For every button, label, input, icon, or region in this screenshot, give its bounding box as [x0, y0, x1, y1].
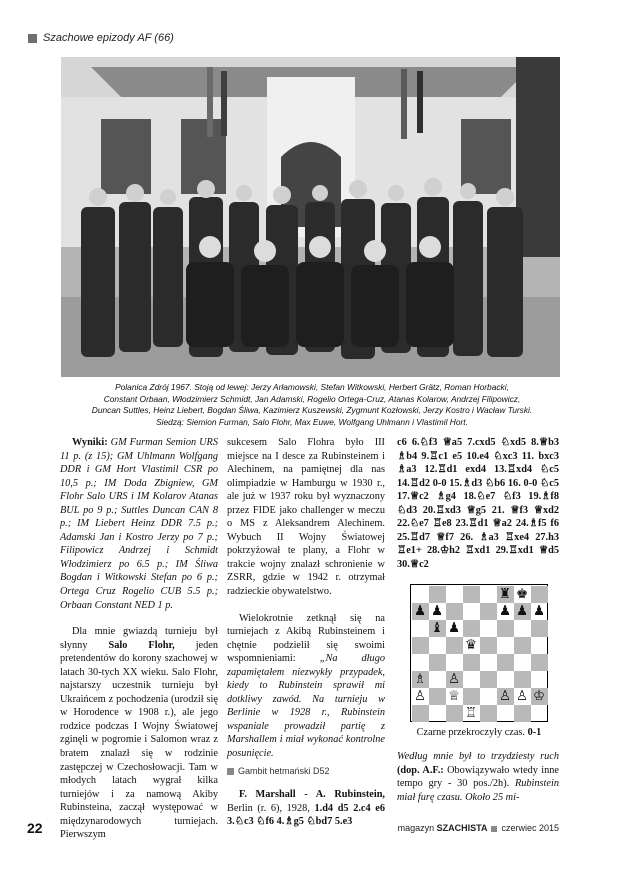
chess-piece-d1: ♖ [464, 704, 478, 721]
board-square [480, 603, 497, 620]
board-square [446, 637, 463, 654]
page-number: 22 [27, 820, 43, 836]
game-moves-start: 1.d4 d5 2.c4 e6 3.♘c3 ♘f6 4.♗g5 ♘bd7 5.e3 [227, 802, 386, 828]
chess-piece-f7: ♟ [498, 602, 512, 619]
board-square [446, 705, 463, 722]
diagram-caption [410, 727, 548, 738]
board-square [497, 705, 514, 722]
chess-piece-f2: ♙ [498, 687, 512, 704]
photo-caption [66, 382, 558, 428]
board-square [463, 688, 480, 705]
rubinstein-paragraph [227, 612, 385, 761]
board-square [531, 654, 548, 671]
chess-piece-h2: ♔ [532, 687, 546, 704]
magazine-name: SZACHISTA [436, 823, 488, 833]
chess-diagram [410, 584, 548, 722]
board-square [480, 705, 497, 722]
board-square [514, 637, 531, 654]
group-photo [61, 57, 560, 377]
board-square [429, 671, 446, 688]
game-players: F. Marshall - A. Rubinstein, [239, 789, 385, 801]
tournament-results [60, 436, 218, 612]
flohr-text-a: Dla mnie gwiazdą turnieju był słynny [60, 626, 218, 651]
column-2 [227, 436, 385, 829]
caption-line: Constant Orbaan, Włodzimierz Schmidt, Jan Adamski, Rogelio Ortega-Cruz, Atanas Kolarow, Andrzej Filipowicz, [103, 393, 521, 404]
chess-piece-g2: ♙ [515, 687, 529, 704]
chess-piece-b7: ♟ [430, 602, 444, 619]
board-square [514, 705, 531, 722]
board-square [446, 586, 463, 603]
board-square [480, 586, 497, 603]
after-italic-1: Według mnie był to trzydziesty ruch [397, 751, 559, 762]
results-text: GM Furman Semion URS 11 p. (z 15); GM Uhlmann Wolfgang DDR i GM Hort Vlastimil CSR po 10,5 p.; IM Doda Zbigniew, GM Flohr Salo URS i IM Kolarov Atanas BUL po 9 p.; Suttles Duncan CAN 8 p.; IM Liebert Heinz DDR 7.5 p.; Adamski Jan i Kostro Jerzy po 7 p.; Filipowicz Andrzej i Schmidt Włodzimierz po 6.5 p.; IM Śliwa Bogdan i Witkowski Stefan po 6 p.; Ortega Cruz Rogelio CUB 5.5 p.; Orbaan Constant NED 1 p. [60, 437, 218, 611]
board-square [480, 637, 497, 654]
after-italic-2: Rubinstein miał furę czasu. Około 25 mi- [397, 778, 559, 803]
chess-piece-g7: ♟ [515, 602, 529, 619]
caption-line: Polanica Zdrój 1967. Stoją od lewej: Jerzy Arłamowski, Stefan Witkowski, Herbert Grätz, Roman Horbacki, [115, 382, 509, 392]
issue-date: czerwiec 2015 [501, 823, 559, 833]
chess-piece-a7: ♟ [413, 602, 427, 619]
board-square [412, 620, 429, 637]
board-square [412, 705, 429, 722]
board-square [480, 688, 497, 705]
board-square [531, 586, 548, 603]
board-square [463, 654, 480, 671]
board-square [429, 705, 446, 722]
board-square [514, 620, 531, 637]
chess-piece-d5: ♛ [464, 636, 478, 653]
board-square [497, 671, 514, 688]
board-square [514, 671, 531, 688]
board-square [497, 620, 514, 637]
after-normal: Obowiązywało wtedy inne tempo gry - 30 pos./2h). [397, 764, 560, 790]
results-lead: Wyniki: [72, 437, 108, 448]
flohr-name: Salo Flohr, [108, 639, 175, 651]
board-square [429, 654, 446, 671]
game-info: Berlin (r. 6), 1928, [227, 802, 315, 814]
board-square [514, 654, 531, 671]
header-title: Szachowe epizody AF (66) [43, 32, 174, 44]
chess-piece-a2: ♙ [413, 687, 427, 704]
board-square [480, 671, 497, 688]
board-square [463, 620, 480, 637]
opening-name: Gambit hetmański D52 [238, 765, 330, 776]
board-square [497, 637, 514, 654]
board-square [531, 705, 548, 722]
olympiad-paragraph: sukcesem Salo Flohra było III miejsce na I desce za Rubinsteinem i Alechinem, na pamiętnej dla nas olimpiadzie w Hamburgu w 1930 r., ale już w 1937 roku był wyznaczony przez FIDE jako challenger w meczu o MS z Aleksandrem Alechinem. Wybuch II Wojny Światowej pokrzyżował te plany, a Flohr w trakcie wojny znalazł schronienie w ZSRR, gdzie w 1942 r. otrzymał radzieckie obywatelstwo. [227, 437, 385, 598]
chess-piece-h7: ♟ [532, 602, 546, 619]
board-square [412, 654, 429, 671]
board-square [429, 586, 446, 603]
board-square [531, 637, 548, 654]
board-square [463, 586, 480, 603]
chess-piece-a3: ♗ [413, 670, 427, 687]
column-1 [60, 436, 218, 842]
diagram-caption-text: Czarne przekroczyły czas. [416, 727, 528, 738]
flohr-paragraph [60, 625, 218, 842]
board-square [480, 654, 497, 671]
chess-piece-f8: ♜ [498, 585, 512, 602]
after-diagram-text [397, 750, 559, 804]
game-result: 0-1 [527, 727, 542, 738]
board-square [412, 637, 429, 654]
magazine-prefix: magazyn [397, 823, 437, 833]
board-square [429, 688, 446, 705]
after-bold: (dop. A.F.: [397, 764, 444, 776]
chess-piece-c6: ♟ [447, 619, 461, 636]
board-square [531, 671, 548, 688]
opening-label [227, 765, 385, 779]
magazine-info [398, 823, 559, 833]
footer-square-icon [491, 826, 497, 832]
chess-piece-c3: ♙ [447, 670, 461, 687]
caption-line: Siedzą: Siemion Furman, Salo Flohr, Max Euwe, Wolfgang Uhlmann i Vlastimil Hort. [156, 416, 468, 427]
game-moves: c6 6.♘f3 ♕a5 7.cxd5 ♘xd5 8.♕b3 ♗b4 9.♖c1 e5 10.e4 ♘xc3 11. bxc3 ♗a3 12.♖d1 exd4 13.♖xd4 ♘c5 14.♖d2 0-0 15.♗d3 ♘b6 16. 0-0 ♘c5 17.♕c2 ♗g4 18.♘e7 ♘f3 19.♗f8 ♘d3 20.♖xd3 ♕g5 21. ♕f3 ♕xd2 22.♘e7 ♖e8 23.♖d1 ♕a2 24.♗f5 f6 25.♖d7 ♕f7 26. ♗a3 ♖xe4 27.h3 ♖e1+ 28.♔h2 ♖xd1 29.♖xd1 ♕d5 30.♕c2 [397, 437, 559, 570]
header-square-icon [28, 34, 37, 43]
board-square [463, 603, 480, 620]
flohr-quote: „Na długo zapamiętałem niezwykły przypadek, kiedy to Rubinstein sprawił mi dotkliwy zawód. Na turnieju w Berlinie w 1928 r., Rubinstein wspaniale prowadził partię z Marshallem i miał wykonać kontrolne posunięcie. [227, 653, 385, 760]
board-square [497, 654, 514, 671]
caption-line: Duncan Suttles, Heinz Liebert, Bogdan Śliwa, Kazimierz Kuszewski, Zygmunt Kozłowski, Jerzy Kostro i Wacław Turski. [91, 405, 533, 416]
running-header [28, 30, 174, 46]
flohr-text-b: jeden pretendentów do korony szachowej w latach 30-tych XX wieku. Salo Flohr, najstarszy uczestnik turnieju był Ukraińcem z pochodzenia (urodził się w Horodence w 1908 r.), ale jego rodzice podczas I Wojny Światowej zginęli w pogromie i Salomon wraz z bratem znalazł się w rodzinie zastępczej w Czechosłowacji. Tam w młodych latach wygrał kilka turniejów i za namową Akiby Rubinsteina, zaczął występować w międzynarodowych turniejach. Pierwszym [60, 639, 218, 841]
page-footer [0, 820, 621, 836]
board-square [429, 637, 446, 654]
opening-square-icon [227, 768, 234, 775]
board-square [463, 671, 480, 688]
board-square [446, 654, 463, 671]
chess-piece-b6: ♝ [430, 619, 444, 636]
board-square [446, 603, 463, 620]
board-square [412, 586, 429, 603]
chess-piece-g8: ♚ [515, 585, 529, 602]
rubinstein-text: Wielokrotnie zetknął się na turniejach z Akibą Rubinsteinem i chętnie podzielił się swoimi wspomnieniami: [227, 612, 385, 665]
board-square [480, 620, 497, 637]
group-photo-illustration [61, 57, 560, 377]
column-3 [397, 436, 559, 571]
board-square [531, 620, 548, 637]
chess-piece-c2: ♕ [447, 687, 461, 704]
